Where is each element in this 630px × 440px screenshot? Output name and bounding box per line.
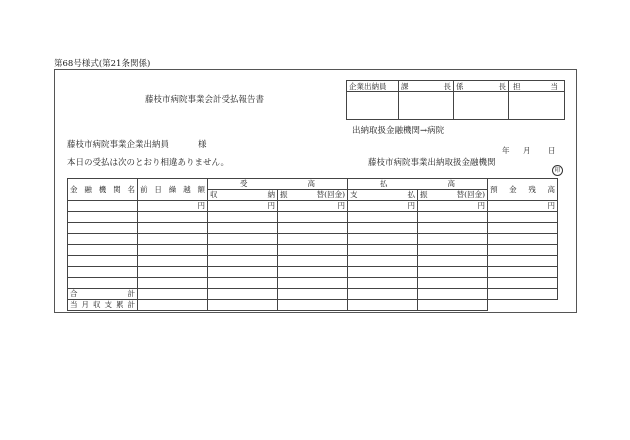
form-number: 第68号様式(第21条関係) — [54, 59, 151, 69]
report-title: 藤枝市病院事業会計受払報告書 — [145, 95, 265, 105]
table-row — [68, 278, 558, 289]
statement-text: 本日の受払は次のとおり相違ありません。 — [67, 158, 230, 168]
table-row — [68, 234, 558, 245]
subheader-receipt: 収 納 — [208, 190, 278, 201]
date-day-label: 日 — [548, 146, 556, 155]
header-institution: 金 融 機 関 名 — [68, 179, 138, 201]
stamp-header-unit-chief: 係 長 — [454, 81, 509, 92]
stamp-header-cashier: 企業出納員 — [347, 81, 399, 92]
subheader-transfer-out: 振 替(回金) — [418, 190, 488, 201]
stamp-header-section-chief: 課 長 — [399, 81, 454, 92]
header-prev-balance: 前 日 繰 越 額 — [138, 179, 208, 201]
table-row — [68, 223, 558, 234]
monthly-total-label: 当 月 収 支 累 計 — [68, 300, 138, 311]
monthly-total-row — [68, 300, 558, 311]
date-month-label: 月 — [523, 146, 531, 155]
table-row: 円 円 円 円 円 円 — [68, 201, 558, 212]
approval-stamp-box — [346, 80, 565, 120]
table-row — [68, 245, 558, 256]
subheader-transfer-in: 振 替(回金) — [278, 190, 348, 201]
header-deposit-balance: 預 金 残 高 — [488, 179, 558, 201]
honorific: 様 — [198, 140, 207, 150]
date-year-label: 年 — [502, 146, 510, 155]
subheader-payment: 支 払 — [348, 190, 418, 201]
stamp-slot-section-chief — [399, 92, 454, 119]
stamp-slot-cashier — [347, 92, 399, 119]
stamp-slot-staff — [509, 92, 564, 119]
total-label: 合 計 — [68, 289, 138, 300]
sender-org: 藤枝市病院事業出納取扱金融機関 — [368, 158, 496, 168]
table-row — [68, 256, 558, 267]
table-row — [68, 212, 558, 223]
seal-mark: 印 — [552, 165, 563, 176]
table-row — [68, 267, 558, 278]
header-receipts: 受 高 — [208, 179, 348, 190]
stamp-header-staff: 担 当 — [509, 81, 564, 92]
recipient-org: 出納取扱金融機関→病院 — [352, 126, 445, 136]
addressee: 藤枝市病院事業企業出納員 — [67, 140, 170, 150]
stamp-slot-unit-chief — [454, 92, 509, 119]
header-payments: 払 高 — [348, 179, 488, 190]
receipt-payment-table — [67, 178, 558, 311]
total-row — [68, 289, 558, 300]
